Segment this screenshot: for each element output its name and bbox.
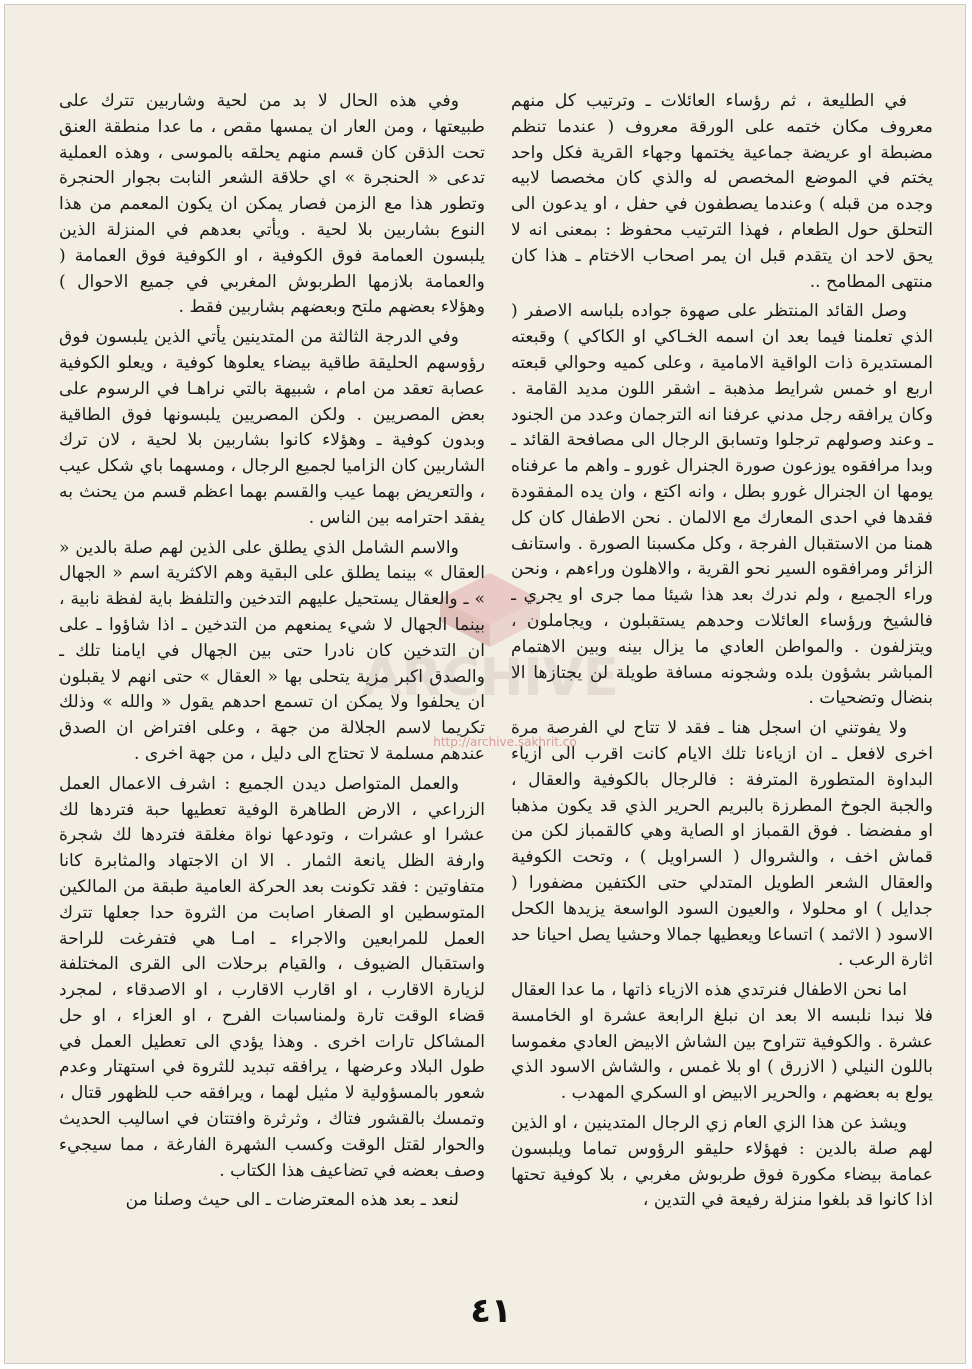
paragraph: ويشذ عن هذا الزي العام زي الرجال المتدينين ، او الذين لهم صلة بالدين : فهؤلاء حليقو الرؤوس تماما ويلبسون عمامة بيضاء مكورة فوق طربوش مغربي ، بلا كوفية تحتها اذا كانوا قد بلغوا منزلة رفيعة في التدين ، [511, 1113, 933, 1211]
paragraph: والعمل المتواصل ديدن الجميع : اشرف الاعمال العمل الزراعي ، الارض الطاهرة الوفية تعطيها حبة فتردها لك عشرا او عشرات ، وتودعها نواة مغلقة فتردها لك شجرة وارفة الظل يانعة الثمار . الا ان الاجتهاد والمثابرة كانا متفاوتين : فقد تكونت بعد الحركة العامية طبقة من المالكين المتوسطين او الصغار اصابت من الثروة حدا جعلها تترك العمل للمرابعين والاجراء ـ امـا هي فتفرغت للراحة واستقبال الضيوف ، والقيام برحلات الى القرى المختلفة لزيارة الاقارب ، او اقارب الاقارب ، او الاصدقاء ، لمجرد قضاء الوقت تارة ولمناسبات الفرح ، او العزاء ، او حل المشاكل تارات اخرى . وهذا يؤدي الى تعطيل العمل في طول البلاد وعرضها ، يرافقه تبديد للثروة في استهتار وعدم شعور بالمسؤولية لا مثيل لهما ، ويرافقه حب للظهور قتال ، وتمسك بالقشور فتاك ، وثرثرة وافتتان في اساليب الحديث والحوار لقتل الوقت وكسب الشهرة الفارغة ، مما سيجيء وصف بعضه في تضاعيف هذا الكتاب . [59, 773, 485, 1181]
paragraph: اما نحن الاطفال فنرتدي هذه الازياء ذاتها ، ما عدا العقال فلا نبدا نلبسه الا بعد ان نبلغ الرابعة عشرة او الخامسة عشرة . والكوفية تتراوح بين الشاش الابيض العادي مغموسا باللون النيلي ( الازرق ) او بلا غمس ، والشاش الاسود الذي يولع به بعضهم ، والحرير الابيض او السكري المهدب . [511, 980, 933, 1104]
paragraph: والاسم الشامل الذي يطلق على الذين لهم صلة بالدين « العقال » بينما يطلق على البقية وهم الاكثرية اسم « الجهال » ـ والعقال يستحيل عليهم التدخين والتلفظ باية لفظة نابية ، بينما الجهال لا شيء يمنعهم من التدخين ـ اذا شاؤوا ـ على ان التدخين كان نادرا حتى بين الجهال في ايامنا تلك ـ والصدق اكبر مزية يتحلى بها « العقال » حتى انهم لا يقبلون ان يحلفوا ولا يمكن ان تسمع احدهم يقول « والله » وذلك تكريما لاسم الجلالة من جهة ، وعلى افتراض ان الصدق عندهم مسلمة لا تحتاج الى دليل ، من جهة اخرى . [59, 537, 485, 764]
paragraph: وفي هذه الحال لا بد من لحية وشاربين تترك على طبيعتها ، ومن العار ان يمسها مقص ، ما عدا منطقة العنق تحت الذقن كان قسم منهم يحلقه بالموسى ، وهذه العملية تدعى « الحنجرة » اي حلاقة الشعر النابت بجوار الحنجرة وتطور هذا مع الزمن فصار يمكن ان يكون المعمم من هذا النوع بشاربين بلا لحية . ويأتي بعدهم في المنزلة الذين يلبسون العمامة فوق الكوفية ، او الكوفية فوق العمامة ( والعمامة بلازمها الطربوش المغربي في جميع الاحوال ) وهؤلاء بعضهم ملتح وبعضهم بشاربين فقط . [59, 91, 485, 318]
paragraph: في الطليعة ، ثم رؤساء العائلات ـ وترتيب كل منهم معروف مكان ختمه على الورقة معروف ( عندما تنظم مضبطة او عريضة جماعية يختمها وجهاء القرية فكل واحد يختم في الموضع المخصص له والذي كان مخصصا لابيه وجده من قبله ) وعندما يصطفون في حفل ، او يدعون الى التحلق حول الطعام ، فهذا الترتيب محفوظ : بمعنى انه لا يحق لاحد ان يتقدم قبل ان يمر اصحاب الاختام ـ هذا كان منتهى المطامح .. [511, 91, 933, 292]
paragraph: ولا يفوتني ان اسجل هنا ـ فقد لا تتاح لي الفرصة مرة اخرى لافعل ـ ان ازياءنا تلك الايام كانت اقرب الى ازياء البداوة المتطورة المترفة : فالرجال بالكوفية والعقال ، والجبة الجوخ المطرزة بالبريم الحرير الذي قد يكون مذهبا او مفضضا . فوق القمباز او الصاية وهي كالقمباز لكن من قماش اخف ، والشروال ( السراويل ) ، وتحت الكوفية والعقال الشعر الطويل المتدلي حتى الكتفين مضفورا ( جدايل ) او محلولا ، والعيون السود الواسعة يزيدها الكحل الاسود ( الاثمد ) اتساعا ويعطيها جمالا وحشيا يصل احيانا حد اثارة الرعب . [511, 718, 933, 971]
paragraph: لنعد ـ بعد هذه المعترضات ـ الى حيث وصلنا من [125, 1190, 459, 1211]
page-number: ٤١ [470, 1291, 512, 1331]
watermark-url: http://archive.sakhrit.co [433, 735, 577, 749]
paragraph: وفي الدرجة الثالثة من المتدينين يأتي الذين يلبسون فوق رؤوسهم الحليقة طاقية بيضاء يعلوها كوفية ، ويعلو الكوفية عصابة تعقد من امام ، شبيهة بالتي نراهـا في الرسوم على بعض المصريين . ولكن المصريين يلبسونها فوق الطاقية وبدون كوفية ـ وهؤلاء كانوا بشاربين بلا لحية ، لان ترك الشاربين كان الزاميا لجميع الرجال ، ومسهما باي شكل عيب ، والتعريض بهما عيب والقسم بهما اعظم قسم من يحنث به يفقد احترامه بين الناس . [59, 327, 485, 528]
watermark-text: ARCHIVE [361, 648, 619, 708]
left-text-column [59, 89, 485, 1279]
right-text-column [511, 89, 933, 1279]
scanned-page [4, 4, 966, 1364]
paragraph: وصل القائد المنتظر على صهوة جواده بلباسه الاصفر ( الذي تعلمنا فيما بعد ان اسمه الخـاكي او الكاكي ) وقبعته المستديرة ذات الواقية الامامية ، وعلى كميه وحوالي قبعته اربع او خمس شرايط مذهبة ـ اشقر اللون مديد القامة . وكان يرافقه رجل مدني عرفنا انه الترجمان وعدد من الجنود ـ وعند وصولهم ترجلوا وتسابق الرجال الى مصافحة القائد ـ وبدا مرافقوه يوزعون صورة الجنرال غورو ـ واهم ما عرفناه يومها ان الجنرال غورو بطل ، وانه اكتع ، وان يده المفقودة فقدها في احدى المعارك مع الالمان . نحن الاطفال كان كل همنا من الاستقبال الفرجة ، وكل مكسبنا الصورة . واستانف الزائر ومرافقوه السير نحو القرية ، والاهلون وراءهم ، ونحن وراء الجميع ، ولم ندرك بعد هذا شيئا مما جرى او يجري ـ فالشيخ ورؤساء العائلات وحدهم يستقبلون ، ويجاملون ، ويتزلفون . والمواطن العادي ما يزال بينه وبين الاهتمام المباشر بشؤون بلده وشجونه مسافة طويلة لن يجتازها الا بنضال وتضحيات . [511, 301, 933, 709]
